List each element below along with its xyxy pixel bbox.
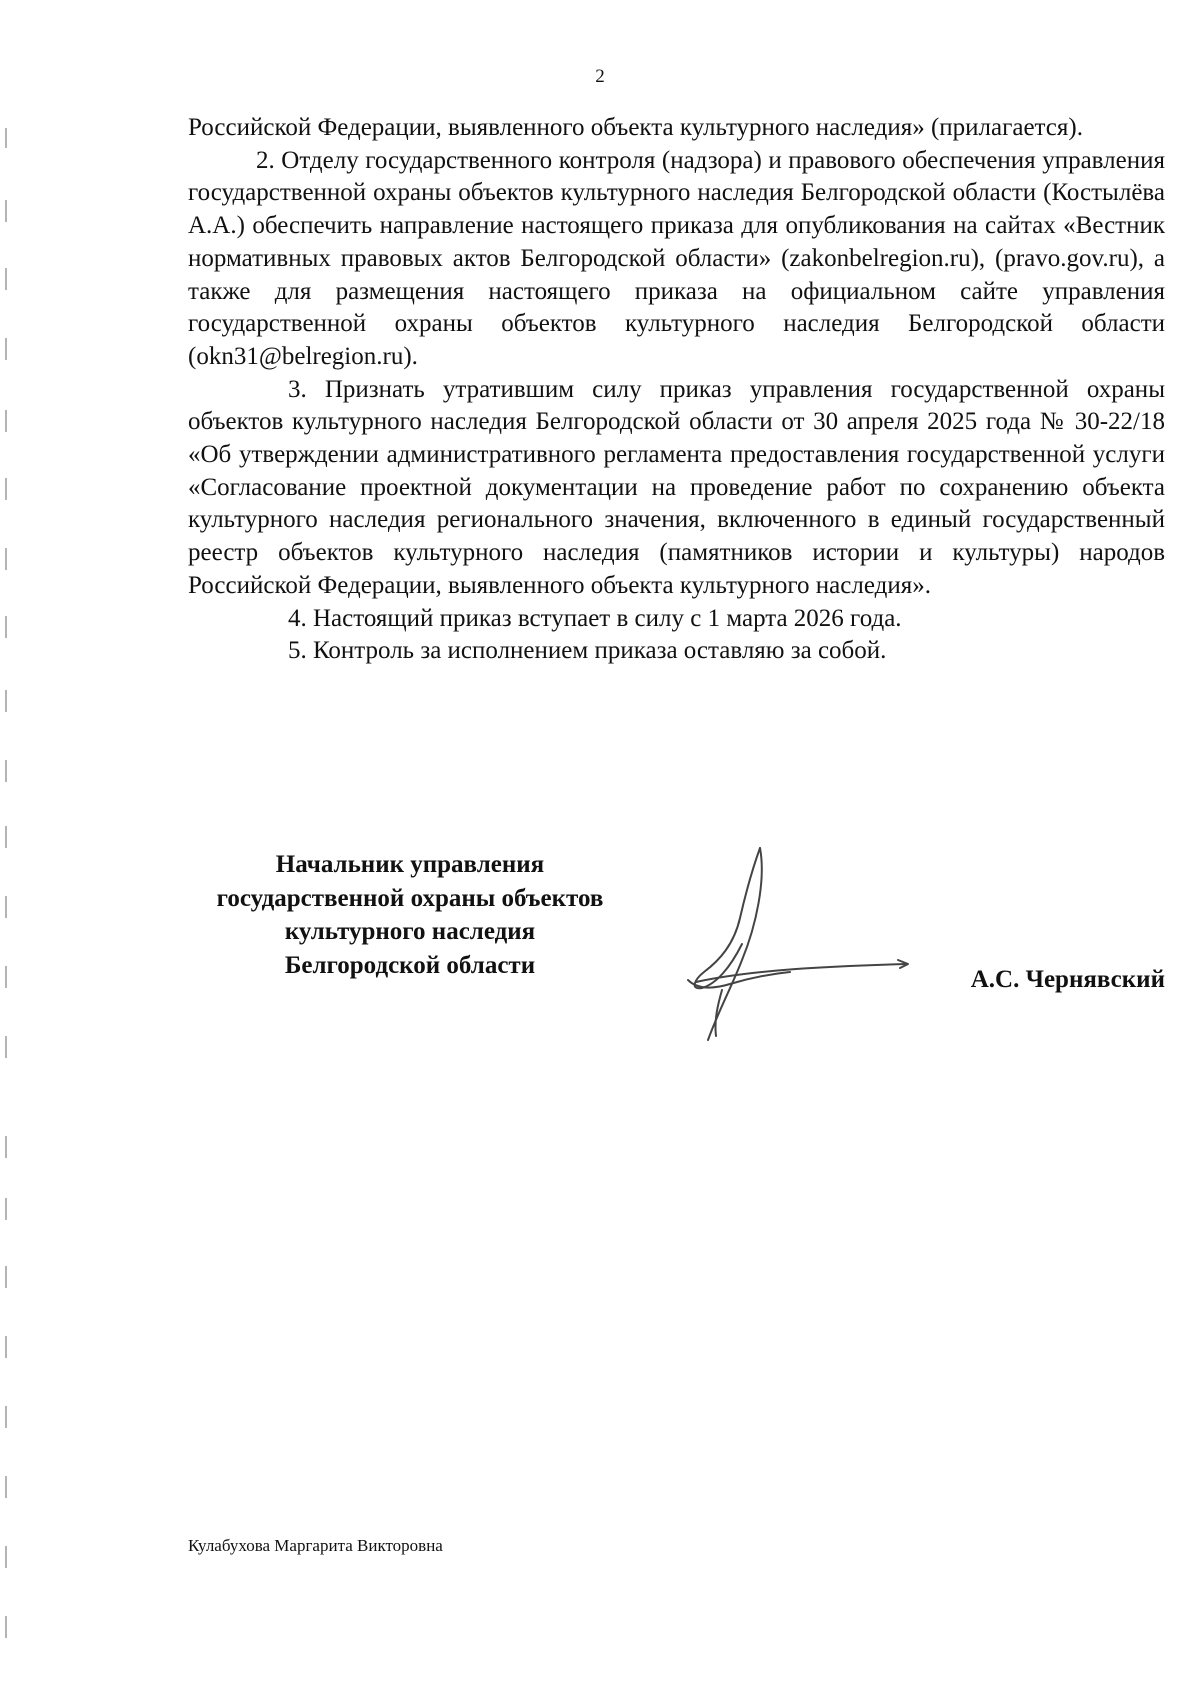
paragraph-2: 2. Отделу государственного контроля (надзора) и правового обеспечения управления государственной охраны объектов культурного наследия Белгородской области (Костылёва А.А.) обеспечить направление настоящего приказа для опубликования на сайтах «Вестник нормативных правовых актов Белгородской области» (zakonbelregion.ru), (pravo.gov.ru), а также для размещения настоящего приказа на официальном сайте управления государственной охраны объектов культурного наследия Белгородской области (okn31@belregion.ru). xyxy=(188,146,1165,370)
paragraph-continued: Российской Федерации, выявленного объекта культурного наследия» (прилагается). xyxy=(188,114,1083,141)
paragraph-3: 3. Признать утратившим силу приказ управления государственной охраны объектов культурного наследия Белгородской области от 30 апреля 2025 года № 30-22/18 «Об утверждении административного регламента предоставления государственной услуги «Согласование проектной документации на проведение работ по сохранению объекта культурного наследия регионального значения, включенного в единый государственный реестр объектов культурного наследия (памятников истории и культуры) народов Российской Федерации, выявленного объекта культурного наследия». xyxy=(188,375,1165,599)
handwritten-signature xyxy=(660,840,920,1050)
paragraph-4: 4. Настоящий приказ вступает в силу с 1 марта 2026 года. xyxy=(288,604,902,632)
signatory-title-line: Начальник управления xyxy=(275,851,545,878)
paragraph-5: 5. Контроль за исполнением приказа оставляю за собой. xyxy=(288,637,887,665)
page-number: 2 xyxy=(595,66,605,87)
executor-name: Кулабухова Маргарита Викторовна xyxy=(188,1536,443,1555)
document-body xyxy=(188,112,1165,668)
scan-margin-marks xyxy=(0,0,12,1697)
signatory-title-line: государственной охраны объектов xyxy=(216,884,604,912)
signatory-title xyxy=(180,848,640,982)
signatory-title-line: Белгородской области xyxy=(284,951,536,979)
signer-name: А.С. Чернявский xyxy=(970,966,1165,993)
signatory-title-line: культурного наследия xyxy=(284,918,536,945)
